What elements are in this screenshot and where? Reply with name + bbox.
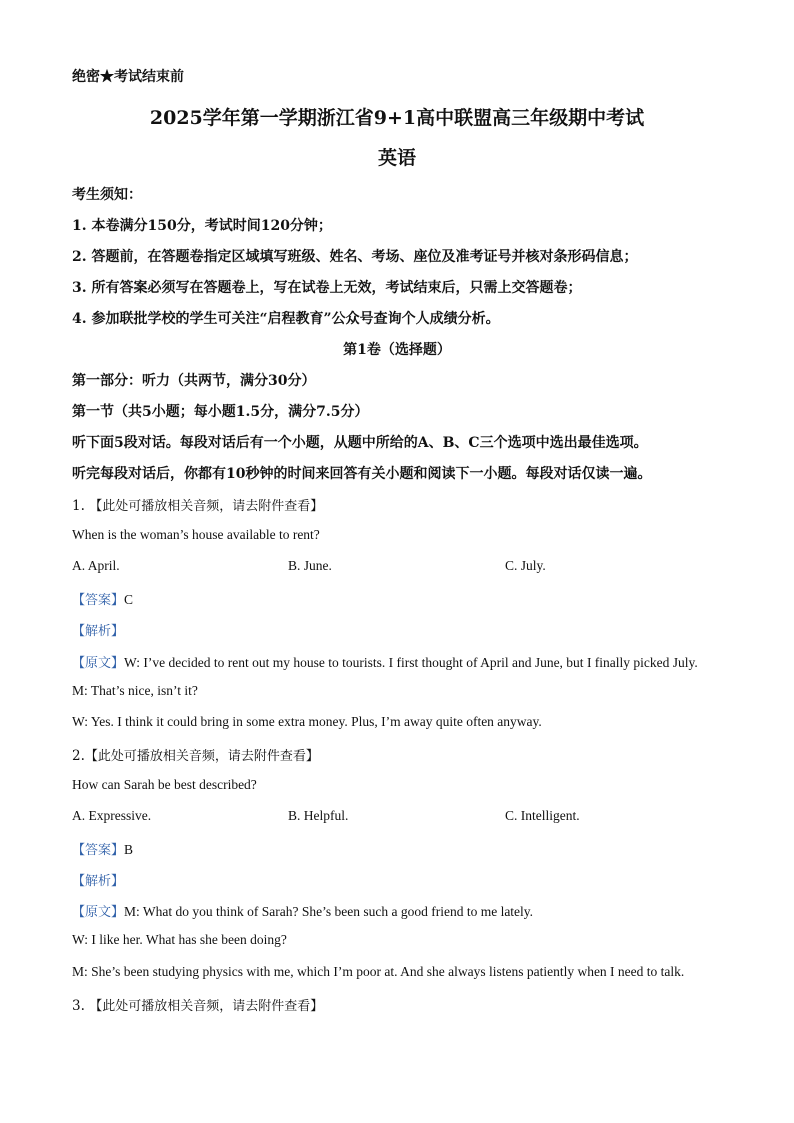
part1-heading: 第一部分：听力（共两节，满分30分） xyxy=(72,373,316,389)
question-number: 1. xyxy=(72,498,85,514)
question-1-option-b: B. June. xyxy=(288,558,332,573)
question-1-prompt: When is the woman’s house available to rent? xyxy=(72,527,320,542)
instruction-line-2: 听完每段对话后，你都有10秒钟的时间来回答有关小题和阅读下一小题。每段对话仅读一遍。 xyxy=(72,466,652,482)
audio-link[interactable]: 【此处可播放相关音频，请去附件查看】 xyxy=(89,499,324,514)
question-2-analysis xyxy=(72,870,124,889)
notice-item-3: 3. 所有答案必须写在答题卷上，写在试卷上无效，考试结束后，只需上交答题卷； xyxy=(72,280,582,296)
original-label: 【原文】 xyxy=(72,905,125,920)
question-2-transcript-1: 【原文】M: What do you think of Sarah? She’s been such a good friend to me lately. xyxy=(72,904,534,920)
notice-heading: 考生须知： xyxy=(72,187,142,203)
question-2-option-b: B. Helpful. xyxy=(288,808,349,823)
volume-heading: 第1卷（选择题） xyxy=(343,342,451,358)
question-2-option-c: C. Intelligent. xyxy=(505,808,580,823)
question-number: 2. xyxy=(72,748,85,764)
answer-label: 【答案】 xyxy=(72,843,125,858)
analysis-label: 【解析】 xyxy=(72,624,125,639)
question-2-header xyxy=(72,745,319,764)
question-2-transcript-3: M: She’s been studying physics with me, which I’m poor at. And she always listens patiently when I need to talk. xyxy=(72,964,685,979)
question-1-transcript-1: 【原文】W: I’ve decided to rent out my house to tourists. I first thought of April and June, but I finally picked July. xyxy=(72,655,698,671)
notice-item-4: 4. 参加联批学校的学生可关注“启程教育”公众号查询个人成绩分析。 xyxy=(72,311,500,327)
instruction-line-1: 听下面5段对话。每段对话后有一个小题，从题中所给的A、B、C三个选项中选出最佳选项。 xyxy=(72,435,648,451)
exam-title: 2025学年第一学期浙江省9+1高中联盟高三年级期中考试 xyxy=(149,107,645,129)
notice-item-2: 2. 答题前，在答题卷指定区域填写班级、姓名、考场、座位及准考证号并核对条形码信息； xyxy=(72,249,638,265)
original-label: 【原文】 xyxy=(72,656,125,671)
answer-value: B xyxy=(124,842,134,857)
question-2-option-a: A. Expressive. xyxy=(72,808,152,823)
question-1-analysis xyxy=(72,620,124,639)
audio-link[interactable]: 【此处可播放相关音频，请去附件查看】 xyxy=(84,749,319,764)
answer-value: C xyxy=(124,592,134,607)
question-1-answer xyxy=(72,589,133,608)
question-2-answer xyxy=(72,839,133,858)
question-2-transcript-2: W: I like her. What has she been doing? xyxy=(72,932,287,947)
question-1-transcript-2: M: That’s nice, isn’t it? xyxy=(72,683,198,698)
question-3-header xyxy=(72,995,323,1014)
notice-item-1: 1. 本卷满分150分，考试时间120分钟； xyxy=(72,218,332,234)
question-number: 3. xyxy=(72,998,85,1014)
question-1-option-c: C. July. xyxy=(505,558,546,573)
question-2-prompt: How can Sarah be best described? xyxy=(72,777,257,792)
confidential-label: 绝密★考试结束前 xyxy=(72,69,184,85)
question-1-transcript-3: W: Yes. I think it could bring in some extra money. Plus, I’m away quite often anyway. xyxy=(72,714,542,729)
question-1-option-a: A. April. xyxy=(72,558,120,573)
answer-label: 【答案】 xyxy=(72,593,125,608)
section1-heading: 第一节（共5小题；每小题1.5分，满分7.5分） xyxy=(72,404,369,420)
audio-link[interactable]: 【此处可播放相关音频，请去附件查看】 xyxy=(89,999,324,1014)
subject-title: 英语 xyxy=(377,147,416,169)
question-1-header xyxy=(72,495,323,514)
analysis-label: 【解析】 xyxy=(72,874,125,889)
